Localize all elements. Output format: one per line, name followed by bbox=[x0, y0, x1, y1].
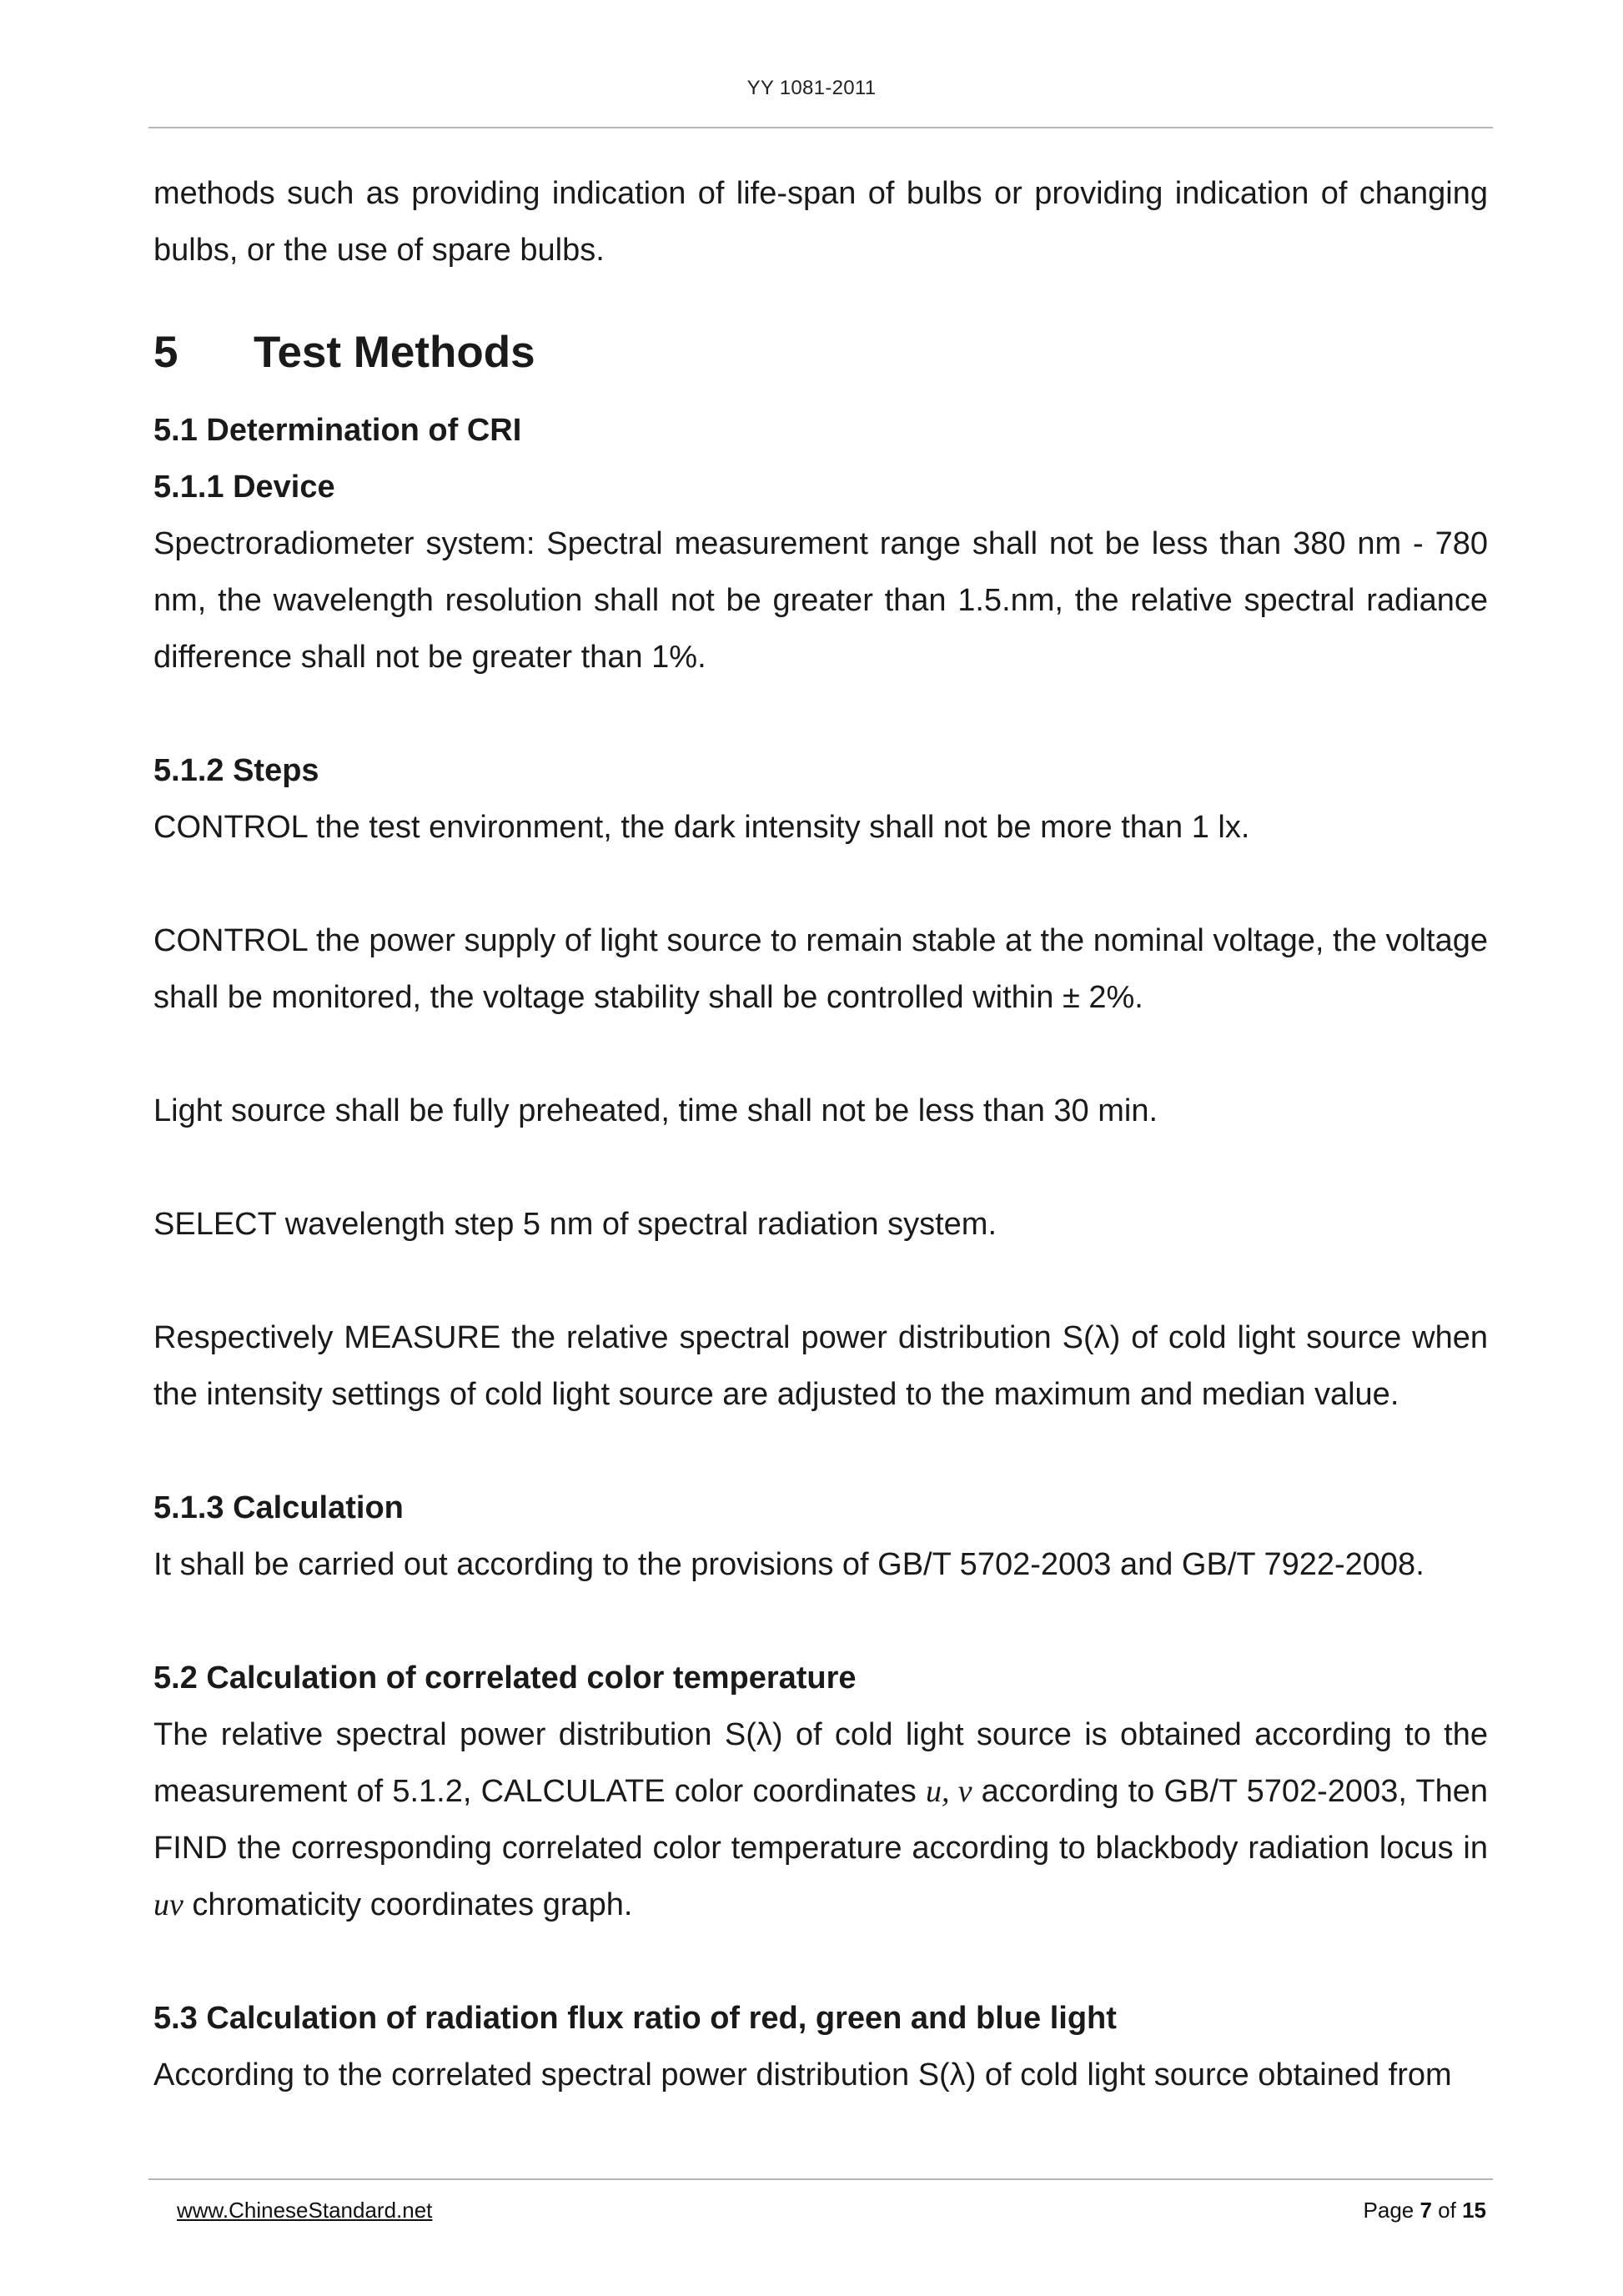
heading-5-2: 5.2 Calculation of correlated color temperature bbox=[153, 1660, 857, 1696]
header-divider bbox=[148, 127, 1493, 128]
section-number: 5 bbox=[153, 328, 178, 377]
page-body bbox=[153, 165, 1488, 2103]
page-current: 7 bbox=[1419, 2198, 1432, 2223]
section-title: Test Methods bbox=[254, 328, 535, 377]
heading-5-1: 5.1 Determination of CRI bbox=[153, 413, 522, 448]
symbol-uv: uv bbox=[153, 1887, 183, 1922]
device-paragraph: Spectroradiometer system: Spectral measurement range shall not be less than 380 nm - 780 nm, the wavelength resolution shall not be greater than 1.5.nm, the relative spectral radiance difference shall not be greater than 1%. bbox=[153, 526, 1488, 675]
section-5-heading bbox=[153, 324, 1488, 382]
calculation-paragraph: It shall be carried out according to the provisions of GB/T 5702-2003 and GB/T 7922-2008. bbox=[153, 1547, 1425, 1582]
cct-text-b: according to GB/T 5702-2003, Then FIND the corresponding correlated color temperature according to blackbody radiation locus in bbox=[153, 1774, 1488, 1866]
page-number bbox=[1364, 2198, 1486, 2223]
steps-paragraph-1: CONTROL the test environment, the dark intensity shall not be more than 1 lx. bbox=[153, 810, 1250, 845]
steps-paragraph-3: Light source shall be fully preheated, time shall not be less than 30 min. bbox=[153, 1093, 1158, 1128]
symbol-u-v: u, v bbox=[925, 1774, 972, 1809]
page-label: Page bbox=[1363, 2198, 1420, 2223]
flux-ratio-paragraph: According to the correlated spectral power distribution S(λ) of cold light source obtained from bbox=[153, 2057, 1452, 2093]
heading-5-1-1: 5.1.1 Device bbox=[153, 470, 335, 505]
document-code-header: YY 1081-2011 bbox=[746, 77, 877, 99]
steps-paragraph-5: Respectively MEASURE the relative spectral power distribution S(λ) of cold light source when the intensity settings of cold light source are adjusted to the maximum and median value. bbox=[153, 1320, 1488, 1412]
page-of: of bbox=[1431, 2198, 1463, 2223]
heading-5-3: 5.3 Calculation of radiation flux ratio of red, green and blue light bbox=[153, 2001, 1117, 2036]
cct-text-a: The relative spectral power distribution S(λ) of cold light source is obtained according to the measurement of 5.1.2, CALCULATE color coordinates bbox=[153, 1717, 1488, 1809]
cct-text-c: chromaticity coordinates graph. bbox=[183, 1887, 633, 1922]
footer-divider bbox=[148, 2178, 1493, 2180]
intro-paragraph: methods such as providing indication of life-span of bulbs or providing indication of changing bulbs, or the use of spare bulbs. bbox=[153, 176, 1488, 268]
steps-paragraph-4: SELECT wavelength step 5 nm of spectral radiation system. bbox=[153, 1207, 997, 1242]
heading-5-1-2: 5.1.2 Steps bbox=[153, 753, 319, 788]
website-link[interactable]: www.ChineseStandard.net bbox=[177, 2198, 433, 2223]
page-total: 15 bbox=[1462, 2198, 1486, 2223]
steps-paragraph-2: CONTROL the power supply of light source to remain stable at the nominal voltage, the voltage shall be monitored, the voltage stability shall be controlled within ± 2%. bbox=[153, 923, 1488, 1015]
cct-paragraph bbox=[153, 1706, 1488, 1933]
heading-5-1-3: 5.1.3 Calculation bbox=[153, 1490, 404, 1525]
